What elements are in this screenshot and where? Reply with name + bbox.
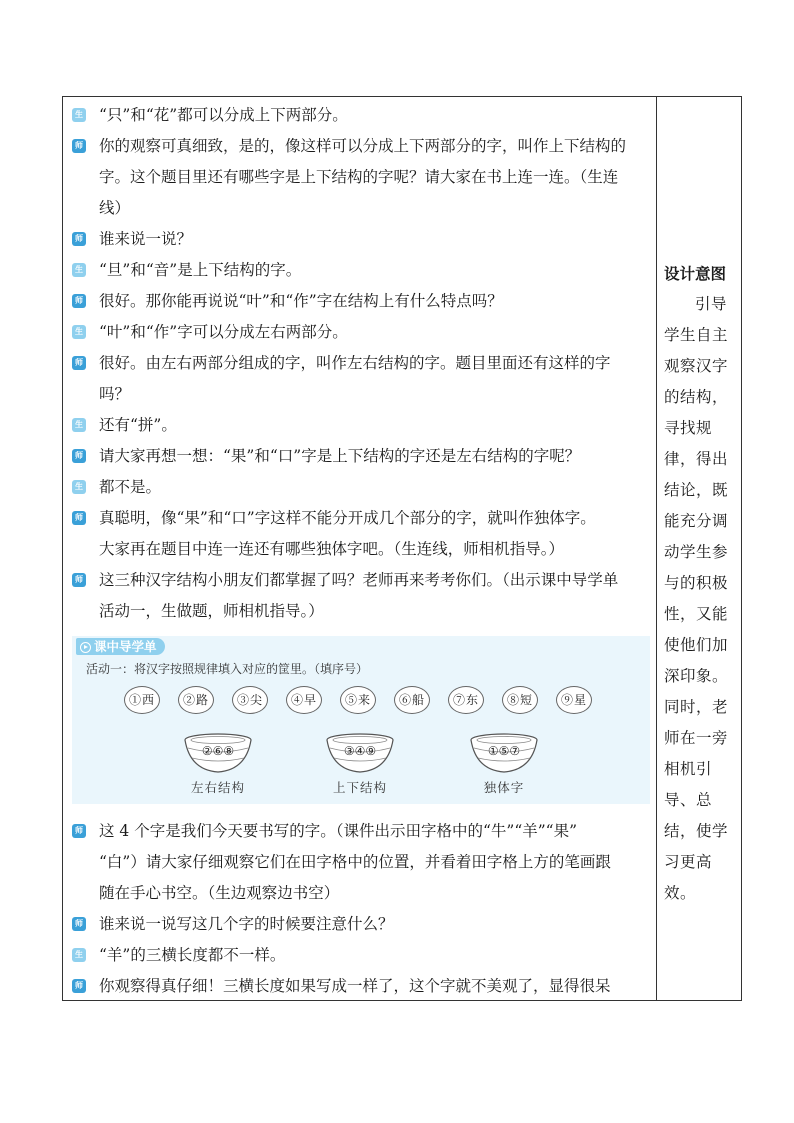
student-badge-icon: 生 — [72, 263, 86, 277]
dialogue-line — [72, 441, 650, 472]
dialogue-line — [72, 534, 650, 565]
dialogue-line — [72, 286, 650, 317]
basket-label: 左右结构 — [190, 780, 245, 795]
dialogue-line — [72, 410, 650, 441]
dialogue-text: 你观察得真仔细！三横长度如果写成一样了，这个字就不美观了，显得很呆 — [99, 977, 611, 995]
guide-sheet — [72, 636, 650, 804]
teacher-badge-icon: 师 — [72, 511, 86, 525]
student-badge-icon: 生 — [72, 325, 86, 339]
basket-label: 独体字 — [483, 780, 525, 795]
dialogue-line — [72, 565, 650, 596]
dialogue-line — [72, 472, 650, 503]
dialogue-text: “旦”和“音”是上下结构的字。 — [99, 261, 302, 279]
character-ball: ⑤来 — [340, 686, 376, 714]
activity-instruction: 活动一：将汉字按照规律填入对应的筐里。（填序号） — [86, 662, 369, 676]
dialogue-line — [72, 224, 650, 255]
dialogue-text: 都不是。 — [99, 478, 162, 496]
teacher-badge-icon: 师 — [72, 824, 86, 838]
dialogue-line — [72, 503, 650, 534]
dialogue-text: 吗？ — [99, 385, 131, 403]
student-badge-icon: 生 — [72, 480, 86, 494]
character-ball: ⑨星 — [556, 686, 592, 714]
character-ball: ②路 — [178, 686, 214, 714]
dialogue-text: 你的观察可真细致，是的，像这样可以分成上下两部分的字，叫作上下结构的 — [99, 137, 627, 155]
character-ball: ⑥船 — [394, 686, 430, 714]
dialogue-text: “羊”的三横长度都不一样。 — [99, 946, 286, 964]
design-intent-title: 设计意图 — [664, 264, 727, 283]
dialogue-text: “只”和“花”都可以分成上下两部分。 — [99, 106, 348, 124]
dialogue-line — [72, 971, 650, 1002]
dialogue-text: 谁来说一说？ — [99, 230, 193, 248]
teacher-badge-icon: 师 — [72, 356, 86, 370]
basket-numbers: ③④⑨ — [343, 744, 377, 758]
basket-numbers: ①⑤⑦ — [487, 744, 521, 758]
teacher-badge-icon: 师 — [72, 573, 86, 587]
basket-icon — [468, 732, 540, 776]
basket-label: 上下结构 — [332, 780, 387, 795]
character-ball: ⑧短 — [502, 686, 538, 714]
dialogue-line — [72, 162, 650, 193]
character-ball: ⑦东 — [448, 686, 484, 714]
design-intent-body: 引导学生自主观察汉字的结构，寻找规律，得出结论，既能充分调动学生参与的积极性，又能使他们加深印象。同时，老师在一旁相机引导、总结，使学习更高效。 — [664, 295, 729, 902]
character-ball: ④早 — [286, 686, 322, 714]
guide-header — [76, 638, 165, 655]
teacher-badge-icon: 师 — [72, 232, 86, 246]
basket-numbers: ②⑥⑧ — [201, 744, 235, 758]
dialogue-line — [72, 379, 650, 410]
dialogue-top — [72, 100, 650, 627]
dialogue-text: 真聪明，像“果”和“口”字这样不能分开成几个部分的字，就叫作独体字。 — [99, 509, 596, 527]
dialogue-text: 还有“拼”。 — [99, 416, 177, 434]
dialogue-text: 这三种汉字结构小朋友们都掌握了吗？老师再来考考你们。（出示课中导学单 — [99, 571, 619, 589]
teacher-badge-icon: 师 — [72, 979, 86, 993]
dialogue-text: 请大家再想一想：“果”和“口”字是上下结构的字还是左右结构的字呢？ — [99, 447, 581, 465]
dialogue-line — [72, 100, 650, 131]
dialogue-text: 活动一，生做题，师相机指导。） — [99, 602, 324, 620]
dialogue-text: 大家再在题目中连一连还有哪些独体字吧。（生连线，师相机指导。） — [99, 540, 565, 558]
dialogue-text: “叶”和“作”字可以分成左右两部分。 — [99, 323, 348, 341]
dialogue-line — [72, 847, 650, 878]
dialogue-line — [72, 596, 650, 627]
dialogue-text: 很好。由左右两部分组成的字，叫作左右结构的字。题目里面还有这样的字 — [99, 354, 611, 372]
character-ball: ③尖 — [232, 686, 268, 714]
column-divider — [656, 96, 657, 1001]
dialogue-line — [72, 816, 650, 847]
design-intent — [664, 258, 736, 909]
dialogue-line — [72, 878, 650, 909]
dialogue-line — [72, 348, 650, 379]
student-badge-icon: 生 — [72, 108, 86, 122]
dialogue-text: 字。这个题目里还有哪些字是上下结构的字呢？请大家在书上连一连。（生连 — [99, 168, 619, 186]
dialogue-line — [72, 255, 650, 286]
dialogue-line — [72, 940, 650, 971]
dialogue-line — [72, 193, 650, 224]
teacher-badge-icon: 师 — [72, 449, 86, 463]
dialogue-line — [72, 317, 650, 348]
guide-header-text: 课中导学单 — [94, 639, 157, 654]
dialogue-text: 线） — [99, 199, 131, 217]
basket-icon — [324, 732, 396, 776]
dialogue-line — [72, 909, 650, 940]
teacher-badge-icon: 师 — [72, 917, 86, 931]
dialogue-text: 很好。那你能再说说“叶”和“作”字在结构上有什么特点吗？ — [99, 292, 503, 310]
basket-icon — [182, 732, 254, 776]
teacher-badge-icon: 师 — [72, 139, 86, 153]
play-icon — [80, 642, 91, 653]
teacher-badge-icon: 师 — [72, 294, 86, 308]
dialogue-text: 谁来说一说写这几个字的时候要注意什么？ — [99, 915, 394, 933]
dialogue-bottom — [72, 816, 650, 1002]
dialogue-text: 这 4 个字是我们今天要书写的字。（课件出示田字格中的“牛”“羊”“果” — [99, 822, 578, 840]
dialogue-line — [72, 131, 650, 162]
dialogue-text: “白”）请大家仔细观察它们在田字格中的位置，并看着田字格上方的笔画跟 — [99, 853, 611, 871]
student-badge-icon: 生 — [72, 948, 86, 962]
character-ball: ①西 — [124, 686, 160, 714]
dialogue-text: 随在手心书空。（生边观察边书空） — [99, 884, 340, 902]
student-badge-icon: 生 — [72, 418, 86, 432]
